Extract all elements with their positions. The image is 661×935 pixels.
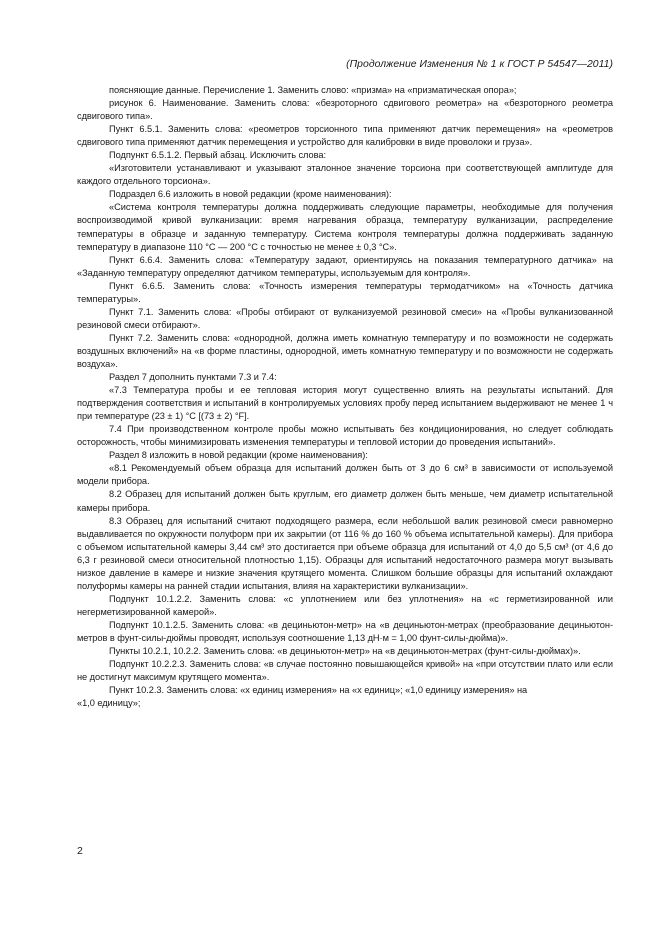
paragraph: Пункт 6.5.1. Заменить слова: «реометров торсионного типа применяют датчик перемещения» на «реометров сдвигового типа применяют датчик перемещения и устройство для калибровки в виде проволоки и груза». xyxy=(77,124,613,148)
page-number: 2 xyxy=(77,845,83,857)
paragraph: Подпункт 10.1.2.5. Заменить слова: «в дециньютон-метр» на «в дециньютон-метрах (преобразование дециньютон-метров в фунт-силы-дюймы проводят, используя соотношение 1,13 дН·м = 1,00 фунт-силы-дюйма)». xyxy=(77,619,613,643)
paragraph: Пункт 7.1. Заменить слова: «Пробы отбирают от вулканизуемой резиновой смеси» на «Пробы вулканизованной резиновой смеси отбирают». xyxy=(77,306,613,330)
paragraph: 7.4 При производственном контроле пробы можно испытывать без кондиционирования, но следует соблюдать осторожность, чтобы минимизировать изменения температуры и тепловой истории до проведения испытаний». xyxy=(77,424,613,448)
paragraph: 8.3 Образец для испытаний считают подходящего размера, если небольшой валик резиновой смеси равномерно выдавливается по окружности полуформ при их закрытии (от 116 % до 160 % объема испытательной камеры). Для прибора с объемом испытательной камеры 3,44 см³ это достигается при объеме образца для испытаний от 4,0 до 5,5 см³ (от 4,6 до 6,3 г резиновой смеси относительной плотностью 1,15). Образцы для испытаний недостаточного размера могут вызывать низкое давление в камере и низкие значения крутящего момента. Слишком большие образцы для испытаний охлаждают полуформы камеры на ранней стадии испытания, влияя на характеристики вулканизации». xyxy=(77,515,613,591)
paragraph: «Система контроля температуры должна поддерживать следующие параметры, необходимые для получения воспроизводимой кривой вулканизации: время нагревания образца, температуру вулканизации, распределение температуры в образце и заданную температуру. Система контроля температуры должна поддерживать заданную температуру в диапазоне 110 °С — 200 °С с точностью не менее ± 0,3 °С». xyxy=(77,202,613,252)
paragraph: Раздел 8 изложить в новой редакции (кроме наименования): xyxy=(109,450,368,461)
paragraph: Раздел 7 дополнить пунктами 7.3 и 7.4: xyxy=(109,372,277,383)
paragraph: «1,0 единицу»; xyxy=(77,698,141,709)
paragraph: 8.2 Образец для испытаний должен быть круглым, его диаметр должен быть меньше, чем диаметр испытательной камеры прибора. xyxy=(77,489,613,513)
paragraph: Подпункт 10.1.2.2. Заменить слова: «с уплотнением или без уплотнения» на «с герметизированной или негерметизированной камерой». xyxy=(77,593,613,617)
paragraph: «7.3 Температура пробы и ее тепловая история могут существенно влиять на результаты испытаний. Для подтверждения соответствия и испытаний в контролируемых условиях пробу перед испытанием выдерживают не менее 1 ч при температуре (23 ± 1) °С [(73 ± 2) °F]. xyxy=(77,385,613,422)
paragraph: Пункты 10.2.1, 10.2.2. Заменить слова: «в дециньютон-метр» на «в дециньютон-метрах (фунт-силы-дюймах)». xyxy=(109,646,581,657)
paragraph: «8.1 Рекомендуемый объем образца для испытаний должен быть от 3 до 6 см³ в зависимости от используемой модели прибора. xyxy=(77,463,613,487)
document-header: (Продолжение Изменения № 1 к ГОСТ Р 54547—2011) xyxy=(346,59,613,70)
paragraph: поясняющие данные. Перечисление 1. Заменить слово: «призма» на «призматическая опора»; xyxy=(109,85,517,95)
paragraph: Пункт 10.2.3. Заменить слова: «x единиц измерения» на «x единиц»; «1,0 единицу измерения» на xyxy=(109,685,528,696)
paragraph: Подпункт 6.5.1.2. Первый абзац. Исключить слова: xyxy=(109,150,326,161)
paragraph: рисунок 6. Наименование. Заменить слова: «безроторного сдвигового реометра» на «безроторного реометра сдвигового типа». xyxy=(77,98,613,122)
paragraph: Пункт 6.6.4. Заменить слова: «Температуру задают, ориентируясь на показания температурного датчика» на «Заданную температуру определяют датчиком температуры, используемым для контроля». xyxy=(77,254,613,278)
document-body xyxy=(77,84,613,710)
paragraph: Пункт 6.6.5. Заменить слова: «Точность измерения температуры термодатчиком» на «Точность датчика температуры». xyxy=(77,280,613,304)
paragraph: Подраздел 6.6 изложить в новой редакции (кроме наименования): xyxy=(109,189,392,200)
paragraph: «Изготовители устанавливают и указывают эталонное значение торсиона при соответствующей амплитуде для каждого отдельного торсиона». xyxy=(77,163,613,187)
paragraph: Подпункт 10.2.2.3. Заменить слова: «в случае постоянно повышающейся кривой» на «при отсутствии плато или если не достигнут максимум крутящего момента». xyxy=(77,659,613,683)
paragraph: Пункт 7.2. Заменить слова: «однородной, должна иметь комнатную температуру и по возможности не содержать воздушных включений» на «в форме пластины, однородной, иметь комнатную температуру и по возможности не содержать воздуха». xyxy=(77,332,613,369)
